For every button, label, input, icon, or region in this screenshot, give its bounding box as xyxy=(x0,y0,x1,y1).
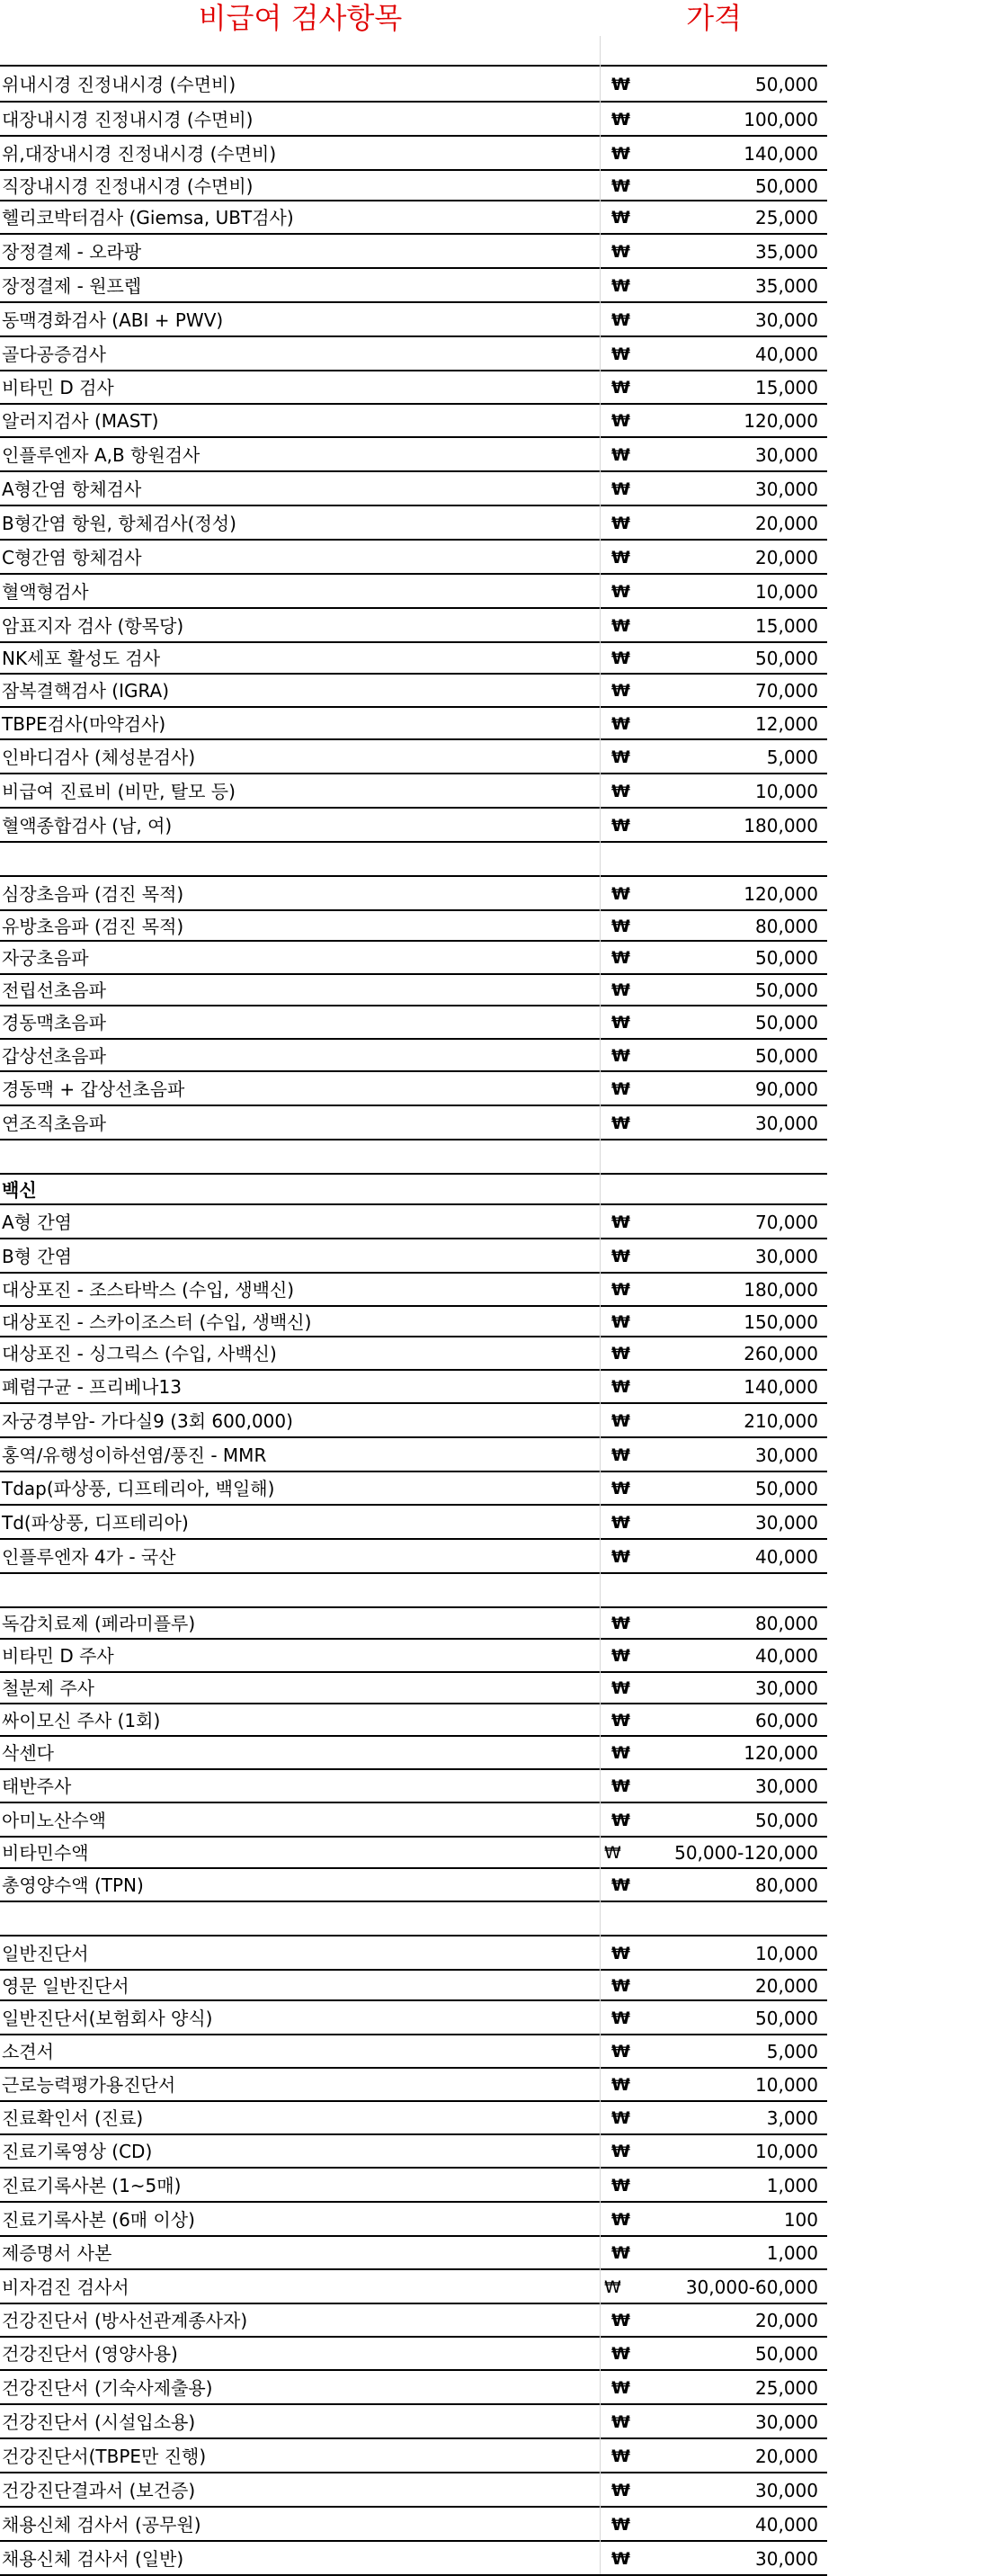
currency-symbol: ₩ xyxy=(611,1312,630,1332)
item-price: 30,000 xyxy=(755,309,818,331)
item-price: 30,000 xyxy=(755,1246,818,1267)
currency-symbol: ₩ xyxy=(611,2378,630,2398)
item-name: 장정결제 - 오라팡 xyxy=(0,235,601,267)
item-price: 50,000 xyxy=(755,74,818,95)
table-row xyxy=(0,137,827,171)
table-row xyxy=(0,2069,827,2102)
item-name: 인플루엔자 4가 - 국산 xyxy=(0,1540,601,1572)
item-price: 25,000 xyxy=(755,207,818,228)
table-row xyxy=(0,1072,827,1106)
item-name: 골다공증검사 xyxy=(0,337,601,370)
currency-symbol: ₩ xyxy=(611,208,630,228)
currency-symbol: ₩ xyxy=(611,1811,630,1830)
item-name: 전립선초음파 xyxy=(0,975,601,1005)
currency-symbol: ₩ xyxy=(611,242,630,262)
item-price: 30,000 xyxy=(755,479,818,500)
item-name: 건강진단결과서 (보건증) xyxy=(0,2473,601,2506)
table-row xyxy=(0,2102,827,2135)
currency-symbol: ₩ xyxy=(611,548,630,568)
item-price: 50,000 xyxy=(755,1012,818,1033)
currency-symbol: ₩ xyxy=(611,2549,630,2569)
item-name: B형 간염 xyxy=(0,1239,601,1272)
item-name: Tdap(파상풍, 디프테리아, 백일해) xyxy=(0,1472,601,1504)
table-row xyxy=(0,1239,827,1274)
table-row xyxy=(0,1869,827,1902)
item-price: 70,000 xyxy=(755,680,818,702)
currency-symbol: ₩ xyxy=(611,2446,630,2466)
item-name: C형간염 항체검사 xyxy=(0,541,601,573)
currency-symbol: ₩ xyxy=(611,980,630,1000)
currency-symbol: ₩ xyxy=(611,681,630,701)
item-price: 30,000 xyxy=(755,1445,818,1466)
currency-symbol: ₩ xyxy=(604,2277,621,2297)
item-name: 삭센다 xyxy=(0,1737,601,1768)
item-price: 5,000 xyxy=(766,747,818,768)
item-name: 경동맥 + 갑상선초음파 xyxy=(0,1072,601,1105)
currency-symbol: ₩ xyxy=(611,276,630,296)
currency-symbol: ₩ xyxy=(611,2008,630,2028)
item-name: B형간염 항원, 항체검사(정성) xyxy=(0,506,601,539)
table-row xyxy=(0,438,827,472)
currency-symbol: ₩ xyxy=(611,2412,630,2432)
item-price: 1,000 xyxy=(766,2175,818,2196)
currency-symbol: ₩ xyxy=(611,1247,630,1266)
table-row xyxy=(0,2473,827,2508)
item-price: 50,000 xyxy=(755,1478,818,1499)
table-row xyxy=(0,643,827,675)
currency-symbol: ₩ xyxy=(611,1114,630,1133)
item-name: 대상포진 - 조스타박스 (수입, 생백신) xyxy=(0,1274,601,1305)
item-price: 40,000 xyxy=(755,1645,818,1667)
item-price: 5,000 xyxy=(766,2041,818,2062)
table-row xyxy=(0,2203,827,2237)
table-row xyxy=(0,269,827,303)
table-row xyxy=(0,2169,827,2203)
table-row xyxy=(0,2338,827,2371)
table-row xyxy=(0,1438,827,1472)
item-name: 건강진단서 (영양사용) xyxy=(0,2338,601,2369)
currency-symbol: ₩ xyxy=(611,1776,630,1796)
currency-symbol: ₩ xyxy=(611,1875,630,1895)
item-name: 비자검진 검사서 xyxy=(0,2270,601,2303)
table-row xyxy=(0,1673,827,1704)
currency-symbol: ₩ xyxy=(611,917,630,936)
table-row xyxy=(0,1274,827,1307)
item-name: 건강진단서 (시설입소용) xyxy=(0,2405,601,2437)
currency-symbol: ₩ xyxy=(611,747,630,767)
item-name: A형간염 항체검사 xyxy=(0,472,601,505)
item-price: 30,000 xyxy=(755,2480,818,2501)
item-price: 10,000 xyxy=(755,1943,818,1964)
item-price: 50,000 xyxy=(755,1045,818,1067)
item-name: 건강진단서(TBPE만 진행) xyxy=(0,2439,601,2472)
table-row xyxy=(0,1307,827,1337)
item-name: 인바디검사 (체성분검사) xyxy=(0,740,601,773)
currency-symbol: ₩ xyxy=(611,1944,630,1963)
table-row xyxy=(0,303,827,337)
item-price: 20,000 xyxy=(755,547,818,568)
currency-symbol: ₩ xyxy=(611,616,630,636)
currency-symbol: ₩ xyxy=(611,2108,630,2128)
currency-symbol: ₩ xyxy=(611,378,630,398)
currency-symbol: ₩ xyxy=(611,1212,630,1232)
item-name: 영문 일반진단서 xyxy=(0,1971,601,1999)
spacer-row xyxy=(0,1140,827,1175)
currency-symbol: ₩ xyxy=(611,411,630,431)
currency-symbol: ₩ xyxy=(611,75,630,94)
currency-symbol: ₩ xyxy=(611,1013,630,1033)
item-name: 진료기록사본 (6매 이상) xyxy=(0,2203,601,2235)
item-price: 120,000 xyxy=(744,883,818,905)
item-price: 20,000 xyxy=(755,513,818,534)
item-name: 아미노산수액 xyxy=(0,1803,601,1836)
currency-symbol: ₩ xyxy=(611,2176,630,2196)
currency-symbol: ₩ xyxy=(611,1377,630,1397)
table-row xyxy=(0,877,827,911)
table-row xyxy=(0,1838,827,1869)
table-row xyxy=(0,2237,827,2270)
item-name: 근로능력평가용진단서 xyxy=(0,2069,601,2100)
table-row xyxy=(0,942,827,975)
item-price: 30,000 xyxy=(755,1677,818,1699)
table-row xyxy=(0,506,827,541)
item-name: 동맥경화검사 (ABI + PWV) xyxy=(0,303,601,335)
item-name: 직장내시경 진정내시경 (수면비) xyxy=(0,171,601,200)
item-name: 암표지자 검사 (항목당) xyxy=(0,609,601,641)
table-row xyxy=(0,1936,827,1971)
item-price: 30,000 xyxy=(755,1512,818,1534)
category-label: 백신 xyxy=(0,1175,601,1203)
item-price: 30,000 xyxy=(755,444,818,466)
item-price: 25,000 xyxy=(755,2377,818,2399)
item-name: 장정결제 - 원프렙 xyxy=(0,269,601,301)
item-price: 20,000 xyxy=(755,2446,818,2467)
item-name: 소견서 xyxy=(0,2035,601,2067)
currency-symbol: ₩ xyxy=(611,110,630,130)
item-price: 1,000 xyxy=(766,2242,818,2264)
item-price: 50,000 xyxy=(755,947,818,969)
item-name: 폐렴구균 - 프리베나13 xyxy=(0,1371,601,1402)
table-row xyxy=(0,1803,827,1838)
table-row xyxy=(0,201,827,235)
currency-symbol: ₩ xyxy=(611,144,630,164)
currency-symbol: ₩ xyxy=(611,1344,630,1364)
currency-symbol: ₩ xyxy=(611,514,630,533)
item-price: 40,000 xyxy=(755,1546,818,1568)
item-name: 진료기록사본 (1~5매) xyxy=(0,2169,601,2201)
item-price: 10,000 xyxy=(755,2074,818,2096)
item-name: 연조직초음파 xyxy=(0,1106,601,1139)
item-price: 50,000 xyxy=(755,1810,818,1831)
item-price: 80,000 xyxy=(755,1874,818,1896)
item-name: NK세포 활성도 검사 xyxy=(0,643,601,673)
item-price: 3,000 xyxy=(766,2107,818,2129)
currency-symbol: ₩ xyxy=(611,782,630,801)
item-price: 140,000 xyxy=(744,143,818,165)
item-name: 자궁초음파 xyxy=(0,942,601,973)
item-name: 제증명서 사본 xyxy=(0,2237,601,2268)
table-row xyxy=(0,1106,827,1140)
currency-symbol: ₩ xyxy=(611,1479,630,1498)
item-price: 50,000 xyxy=(755,2343,818,2365)
item-name: 비타민수액 xyxy=(0,1838,601,1867)
item-name xyxy=(0,36,601,65)
currency-symbol: ₩ xyxy=(611,1079,630,1099)
item-name: 태반주사 xyxy=(0,1770,601,1802)
table-row xyxy=(0,2304,827,2338)
table-row xyxy=(0,2405,827,2439)
item-name: Td(파상풍, 디프테리아) xyxy=(0,1506,601,1538)
item-name: 위,대장내시경 진정내시경 (수면비) xyxy=(0,137,601,169)
column-divider xyxy=(600,36,601,2559)
item-price: 50,000 xyxy=(755,2008,818,2029)
item-name: 일반진단서 xyxy=(0,1936,601,1969)
spacer-row xyxy=(0,843,827,877)
table-row xyxy=(0,911,827,942)
table-row xyxy=(0,575,827,609)
table-row xyxy=(0,2508,827,2542)
item-price: 30,000-60,000 xyxy=(685,2276,818,2298)
item-price: 20,000 xyxy=(755,2310,818,2331)
currency-symbol: ₩ xyxy=(611,1678,630,1698)
item-name: 건강진단서 (방사선관계종사자) xyxy=(0,2304,601,2336)
item-name: 잠복결핵검사 (IGRA) xyxy=(0,675,601,706)
item-price: 40,000 xyxy=(755,2514,818,2536)
currency-symbol: ₩ xyxy=(611,1280,630,1300)
item-price: 50,000-120,000 xyxy=(674,1842,818,1864)
item-name: 비타민 D 주사 xyxy=(0,1640,601,1671)
currency-symbol: ₩ xyxy=(611,445,630,465)
item-price: 60,000 xyxy=(755,1710,818,1731)
currency-symbol: ₩ xyxy=(611,2481,630,2500)
item-name: 비급여 진료비 (비만, 탈모 등) xyxy=(0,774,601,807)
table-row xyxy=(0,675,827,708)
item-price: 70,000 xyxy=(755,1212,818,1233)
item-name: 자궁경부암- 가다실9 (3회 600,000) xyxy=(0,1404,601,1436)
item-name: 대장내시경 진정내시경 (수면비) xyxy=(0,103,601,135)
table-row xyxy=(0,1371,827,1404)
item-price: 50,000 xyxy=(755,979,818,1001)
header-price: 가격 xyxy=(686,1,742,35)
table-row xyxy=(0,774,827,809)
item-name xyxy=(0,843,601,875)
item-name: 채용신체 검사서 (일반) xyxy=(0,2542,601,2574)
table-row xyxy=(0,371,827,405)
item-price: 30,000 xyxy=(755,2411,818,2433)
table-row xyxy=(0,103,827,137)
currency-symbol: ₩ xyxy=(611,1445,630,1465)
currency-symbol: ₩ xyxy=(611,479,630,499)
table-row xyxy=(0,1006,827,1040)
table-row xyxy=(0,541,827,575)
item-name: 일반진단서(보험회사 양식) xyxy=(0,2001,601,2034)
currency-symbol: ₩ xyxy=(611,310,630,330)
table-row xyxy=(0,405,827,438)
item-price: 10,000 xyxy=(755,2141,818,2162)
table-row xyxy=(0,235,827,269)
item-price: 100,000 xyxy=(744,109,818,130)
currency-symbol: ₩ xyxy=(611,2042,630,2062)
item-name xyxy=(0,1140,601,1173)
table-row xyxy=(0,2439,827,2473)
table-row xyxy=(0,2270,827,2304)
item-price: 30,000 xyxy=(755,1113,818,1134)
item-price: 120,000 xyxy=(744,1742,818,1764)
item-name: 독감치료제 (페라미플루) xyxy=(0,1608,601,1638)
item-price: 90,000 xyxy=(755,1078,818,1100)
table-row xyxy=(0,1040,827,1072)
table-row xyxy=(0,2542,827,2576)
item-price: 35,000 xyxy=(755,241,818,263)
currency-symbol: ₩ xyxy=(611,2515,630,2535)
currency-symbol: ₩ xyxy=(611,344,630,364)
item-name: 싸이모신 주사 (1회) xyxy=(0,1704,601,1735)
item-name: A형 간염 xyxy=(0,1205,601,1238)
table-row xyxy=(0,337,827,371)
sheet-header xyxy=(0,0,827,36)
table-row xyxy=(0,67,827,103)
item-price: 12,000 xyxy=(755,713,818,735)
item-price: 150,000 xyxy=(744,1311,818,1333)
table-row xyxy=(0,1205,827,1239)
item-name xyxy=(0,1574,601,1606)
table-row xyxy=(0,1506,827,1540)
currency-symbol: ₩ xyxy=(611,176,630,196)
table-row xyxy=(0,1971,827,2001)
table-row xyxy=(0,171,827,201)
table-row xyxy=(0,1737,827,1770)
currency-symbol: ₩ xyxy=(611,1547,630,1567)
table-row xyxy=(0,2035,827,2069)
table-row xyxy=(0,2135,827,2169)
table-row xyxy=(0,1337,827,1371)
currency-symbol: ₩ xyxy=(611,1614,630,1633)
table-row xyxy=(0,1404,827,1438)
item-price: 140,000 xyxy=(744,1376,818,1398)
currency-symbol: ₩ xyxy=(611,2311,630,2330)
table-row xyxy=(0,740,827,774)
currency-symbol: ₩ xyxy=(611,816,630,836)
currency-symbol: ₩ xyxy=(611,582,630,602)
currency-symbol: ₩ xyxy=(611,1646,630,1666)
item-name: 경동맥초음파 xyxy=(0,1006,601,1038)
item-name: 혈액형검사 xyxy=(0,575,601,607)
table-row xyxy=(0,2371,827,2405)
currency-symbol: ₩ xyxy=(611,2344,630,2364)
currency-symbol: ₩ xyxy=(611,1046,630,1066)
item-price: 40,000 xyxy=(755,344,818,365)
item-price: 10,000 xyxy=(755,581,818,603)
price-table xyxy=(0,36,827,2576)
item-price: 260,000 xyxy=(744,1343,818,1364)
spacer-row xyxy=(0,1574,827,1608)
item-price: 80,000 xyxy=(755,1613,818,1634)
item-name xyxy=(0,1902,601,1935)
currency-symbol: ₩ xyxy=(611,2243,630,2263)
item-name: 채용신체 검사서 (공무원) xyxy=(0,2508,601,2540)
item-name: 진료확인서 (진료) xyxy=(0,2102,601,2133)
currency-symbol: ₩ xyxy=(611,948,630,968)
table-row xyxy=(0,472,827,506)
spacer-row xyxy=(0,1902,827,1936)
currency-symbol: ₩ xyxy=(611,1711,630,1731)
item-price: 50,000 xyxy=(755,648,818,669)
currency-symbol: ₩ xyxy=(611,648,630,668)
item-price: 35,000 xyxy=(755,275,818,297)
item-name: 건강진단서 (기숙사제출용) xyxy=(0,2371,601,2403)
table-row xyxy=(0,1704,827,1737)
item-price: 50,000 xyxy=(755,175,818,197)
table-row xyxy=(0,1540,827,1574)
item-name: 위내시경 진정내시경 (수면비) xyxy=(0,67,601,101)
header-item-name: 비급여 검사항목 xyxy=(198,1,403,35)
currency-symbol: ₩ xyxy=(611,2210,630,2230)
item-name: 대상포진 - 싱그릭스 (수입, 사백신) xyxy=(0,1337,601,1369)
spacer-row xyxy=(0,36,827,67)
item-price: 120,000 xyxy=(744,410,818,432)
item-name: 인플루엔자 A,B 항원검사 xyxy=(0,438,601,470)
table-row xyxy=(0,1608,827,1640)
item-name: 대상포진 - 스카이조스터 (수입, 생백신) xyxy=(0,1307,601,1336)
table-row xyxy=(0,1770,827,1803)
table-row xyxy=(0,975,827,1006)
currency-symbol: ₩ xyxy=(604,1843,621,1863)
currency-symbol: ₩ xyxy=(611,1513,630,1533)
item-name: 알러지검사 (MAST) xyxy=(0,405,601,436)
item-name: 심장초음파 (검진 목적) xyxy=(0,877,601,909)
currency-symbol: ₩ xyxy=(611,2142,630,2161)
table-row xyxy=(0,809,827,843)
currency-symbol: ₩ xyxy=(611,1411,630,1431)
currency-symbol: ₩ xyxy=(611,1743,630,1763)
item-price: 30,000 xyxy=(755,2548,818,2570)
item-name: 홍역/유행성이하선염/풍진 - MMR xyxy=(0,1438,601,1471)
item-name: 철분제 주사 xyxy=(0,1673,601,1703)
currency-symbol: ₩ xyxy=(611,1976,630,1996)
item-price: 15,000 xyxy=(755,377,818,398)
item-price: 180,000 xyxy=(744,815,818,836)
item-price: 100 xyxy=(783,2209,818,2231)
table-row xyxy=(0,708,827,740)
currency-symbol: ₩ xyxy=(611,714,630,734)
item-price: 20,000 xyxy=(755,1975,818,1997)
item-name: 진료기록영상 (CD) xyxy=(0,2135,601,2167)
item-name: 비타민 D 검사 xyxy=(0,371,601,403)
item-price: 10,000 xyxy=(755,781,818,802)
item-name: 총영양수액 (TPN) xyxy=(0,1869,601,1901)
currency-symbol: ₩ xyxy=(611,884,630,904)
table-row xyxy=(0,1640,827,1673)
item-name: 유방초음파 (검진 목적) xyxy=(0,911,601,940)
category-row xyxy=(0,1175,827,1205)
table-row xyxy=(0,1472,827,1506)
table-row xyxy=(0,2001,827,2035)
item-name: 혈액종합검사 (남, 여) xyxy=(0,809,601,841)
table-row xyxy=(0,609,827,643)
item-price: 80,000 xyxy=(755,916,818,937)
item-price: 15,000 xyxy=(755,615,818,637)
item-price: 30,000 xyxy=(755,1775,818,1797)
item-name: 갑상선초음파 xyxy=(0,1040,601,1070)
item-name: TBPE검사(마약검사) xyxy=(0,708,601,738)
item-price: 210,000 xyxy=(744,1410,818,1432)
item-name: 헬리코박터검사 (Giemsa, UBT검사) xyxy=(0,201,601,233)
currency-symbol: ₩ xyxy=(611,2075,630,2095)
item-price: 180,000 xyxy=(744,1279,818,1301)
